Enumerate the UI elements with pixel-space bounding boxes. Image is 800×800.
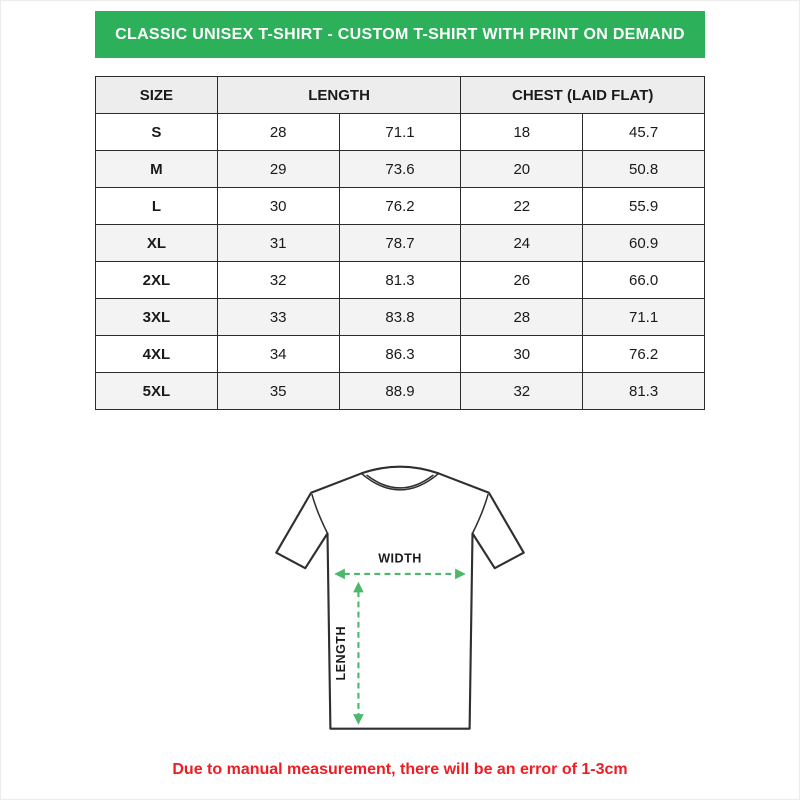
- size-cell: 2XL: [96, 262, 218, 299]
- table-row: [96, 225, 705, 262]
- length-in-cell: 35: [217, 373, 339, 410]
- page-title: CLASSIC UNISEX T-SHIRT - CUSTOM T-SHIRT WITH PRINT ON DEMAND: [115, 25, 685, 43]
- chest-cm-cell: 55.9: [583, 188, 705, 225]
- length-cm-cell: 71.1: [339, 114, 461, 151]
- col-header-length: LENGTH: [217, 77, 461, 114]
- chest-in-cell: 20: [461, 151, 583, 188]
- length-in-cell: 29: [217, 151, 339, 188]
- tshirt-illustration: [255, 452, 545, 752]
- table-row: [96, 262, 705, 299]
- length-cm-cell: 73.6: [339, 151, 461, 188]
- length-in-cell: 28: [217, 114, 339, 151]
- size-table-body: [96, 114, 705, 410]
- size-cell: XL: [96, 225, 218, 262]
- tshirt-diagram: [95, 452, 705, 757]
- chest-in-cell: 26: [461, 262, 583, 299]
- width-label: WIDTH: [378, 551, 422, 566]
- chest-cm-cell: 81.3: [583, 373, 705, 410]
- measurement-note: Due to manual measurement, there will be an error of 1-3cm: [172, 761, 628, 778]
- size-cell: 3XL: [96, 299, 218, 336]
- table-row: [96, 114, 705, 151]
- col-header-chest: CHEST (LAID FLAT): [461, 77, 705, 114]
- size-cell: M: [96, 151, 218, 188]
- chest-cm-cell: 60.9: [583, 225, 705, 262]
- table-row: [96, 336, 705, 373]
- col-header-size: SIZE: [96, 77, 218, 114]
- size-cell: 5XL: [96, 373, 218, 410]
- length-in-cell: 31: [217, 225, 339, 262]
- length-cm-cell: 78.7: [339, 225, 461, 262]
- length-cm-cell: 88.9: [339, 373, 461, 410]
- table-row: [96, 151, 705, 188]
- length-in-cell: 30: [217, 188, 339, 225]
- chest-cm-cell: 76.2: [583, 336, 705, 373]
- chest-cm-cell: 66.0: [583, 262, 705, 299]
- table-row: [96, 299, 705, 336]
- chest-in-cell: 30: [461, 336, 583, 373]
- length-in-cell: 33: [217, 299, 339, 336]
- table-header-row: [96, 77, 705, 114]
- length-label: LENGTH: [333, 625, 348, 681]
- size-chart-table: [95, 76, 705, 410]
- chest-in-cell: 18: [461, 114, 583, 151]
- length-cm-cell: 86.3: [339, 336, 461, 373]
- table-row: [96, 188, 705, 225]
- size-cell: 4XL: [96, 336, 218, 373]
- chest-cm-cell: 45.7: [583, 114, 705, 151]
- length-cm-cell: 76.2: [339, 188, 461, 225]
- size-cell: S: [96, 114, 218, 151]
- chest-in-cell: 24: [461, 225, 583, 262]
- length-in-cell: 34: [217, 336, 339, 373]
- length-cm-cell: 81.3: [339, 262, 461, 299]
- chest-in-cell: 22: [461, 188, 583, 225]
- tshirt-outline: [276, 467, 523, 729]
- chest-cm-cell: 50.8: [583, 151, 705, 188]
- content-area: [95, 1, 705, 757]
- title-banner: [95, 11, 705, 58]
- length-in-cell: 32: [217, 262, 339, 299]
- table-row: [96, 373, 705, 410]
- chest-in-cell: 28: [461, 299, 583, 336]
- length-cm-cell: 83.8: [339, 299, 461, 336]
- chest-in-cell: 32: [461, 373, 583, 410]
- chest-cm-cell: 71.1: [583, 299, 705, 336]
- size-cell: L: [96, 188, 218, 225]
